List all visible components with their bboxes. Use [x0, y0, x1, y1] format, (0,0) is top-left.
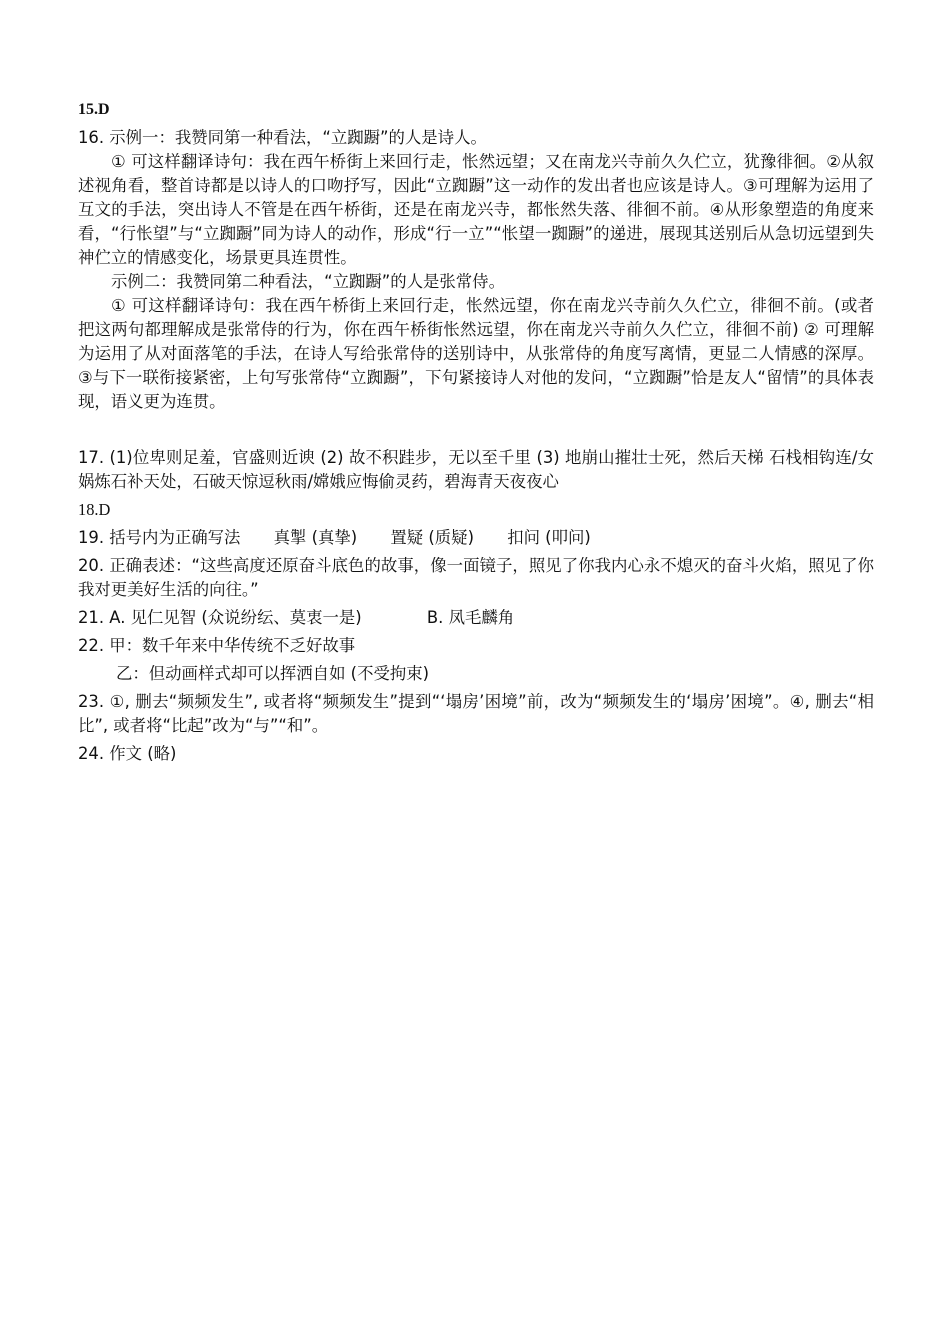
answer-20: 20. 正确表述：“这些高度还原奋斗底色的故事，像一面镜子，照见了你我内心永不熄灭的奋斗火焰，照见了你我对更美好生活的向往。”: [78, 556, 874, 599]
answer-23: 23. ①, 删去“频频发生”, 或者将“频频发生”提到“‘塌房’困境”前，改为“频频发生的‘塌房’困境”。④, 删去“相比”, 或者将“比起”改为“与”“和”。: [78, 692, 874, 735]
answer-22-yi: 乙：但动画样式却可以挥洒自如 (不受拘束): [116, 664, 430, 683]
answer-19-item: 扣问 (叩问): [507, 528, 591, 547]
answer-16-example-1: ① 可这样翻译诗句：我在西午桥街上来回行走，怅然远望；又在南龙兴寺前久久伫立，犹豫徘徊。②从叙述视角看，整首诗都是以诗人的口吻抒写，因此“立踟蹰”这一动作的发出者也应该是诗人。③可理解为运用了互文的手法，突出诗人不管是在西午桥街，还是在南龙兴寺，都怅然失落、徘徊不前。④从形象塑造的角度来看，“行怅望”与“立踟蹰”同为诗人的动作，形成“行一立”“怅望一踟蹰”的递进，展现其送别后从急切远望到失神伫立的情感变化，场景更具连贯性。: [78, 152, 874, 267]
answer-19-item: 置疑 (质疑): [390, 528, 474, 547]
answer-17: 17. (1)位卑则足羞，官盛则近谀 (2) 故不积跬步，无以至千里 (3) 地崩山摧壮士死，然后天梯 石栈相钩连/女娲炼石补天处，石破天惊逗秋雨/嫦娥应悔偷灵药，碧海青天夜夜心: [78, 448, 874, 491]
answer-21-b: B. 凤毛麟角: [426, 608, 515, 627]
answer-19: [78, 526, 874, 550]
answer-22-jia: 22. 甲：数千年来中华传统不乏好故事: [78, 636, 356, 655]
answer-19-label: 19. 括号内为正确写法: [78, 528, 241, 547]
answer-16-header: 16. 示例一：我赞同第一种看法，“立踟蹰”的人是诗人。: [78, 128, 487, 147]
spacer: [78, 414, 874, 446]
answer-18: 18.D: [78, 500, 111, 519]
answer-16-example-2: ① 可这样翻译诗句：我在西午桥街上来回行走，怅然远望，你在南龙兴寺前久久伫立，徘徊不前。(或者把这两句都理解成是张常侍的行为，你在西午桥街怅然远望，你在南龙兴寺前久久伫立，徘徊不前) ② 可理解为运用了从对面落笔的手法，在诗人写给张常侍的送别诗中，从张常侍的角度写离情，更显二人情感的深厚。③与下一联衔接紧密，上句写张常侍“立踟蹰”，下句紧接诗人对他的发问，“立踟蹰”恰是友人“留情”的具体表现，语义更为连贯。: [78, 296, 874, 411]
answer-16-example-2-header: 示例二：我赞同第二种看法，“立踟蹰”的人是张常侍。: [111, 272, 505, 291]
answer-15: 15.D: [78, 101, 110, 118]
answer-19-item: 真掣 (真挚): [273, 528, 358, 547]
answer-key-page: [78, 98, 874, 770]
answer-21: [78, 606, 874, 630]
answer-24: 24. 作文 (略): [78, 744, 177, 763]
answer-21-a: 21. A. 见仁见智 (众说纷纭、莫衷一是): [78, 608, 362, 627]
